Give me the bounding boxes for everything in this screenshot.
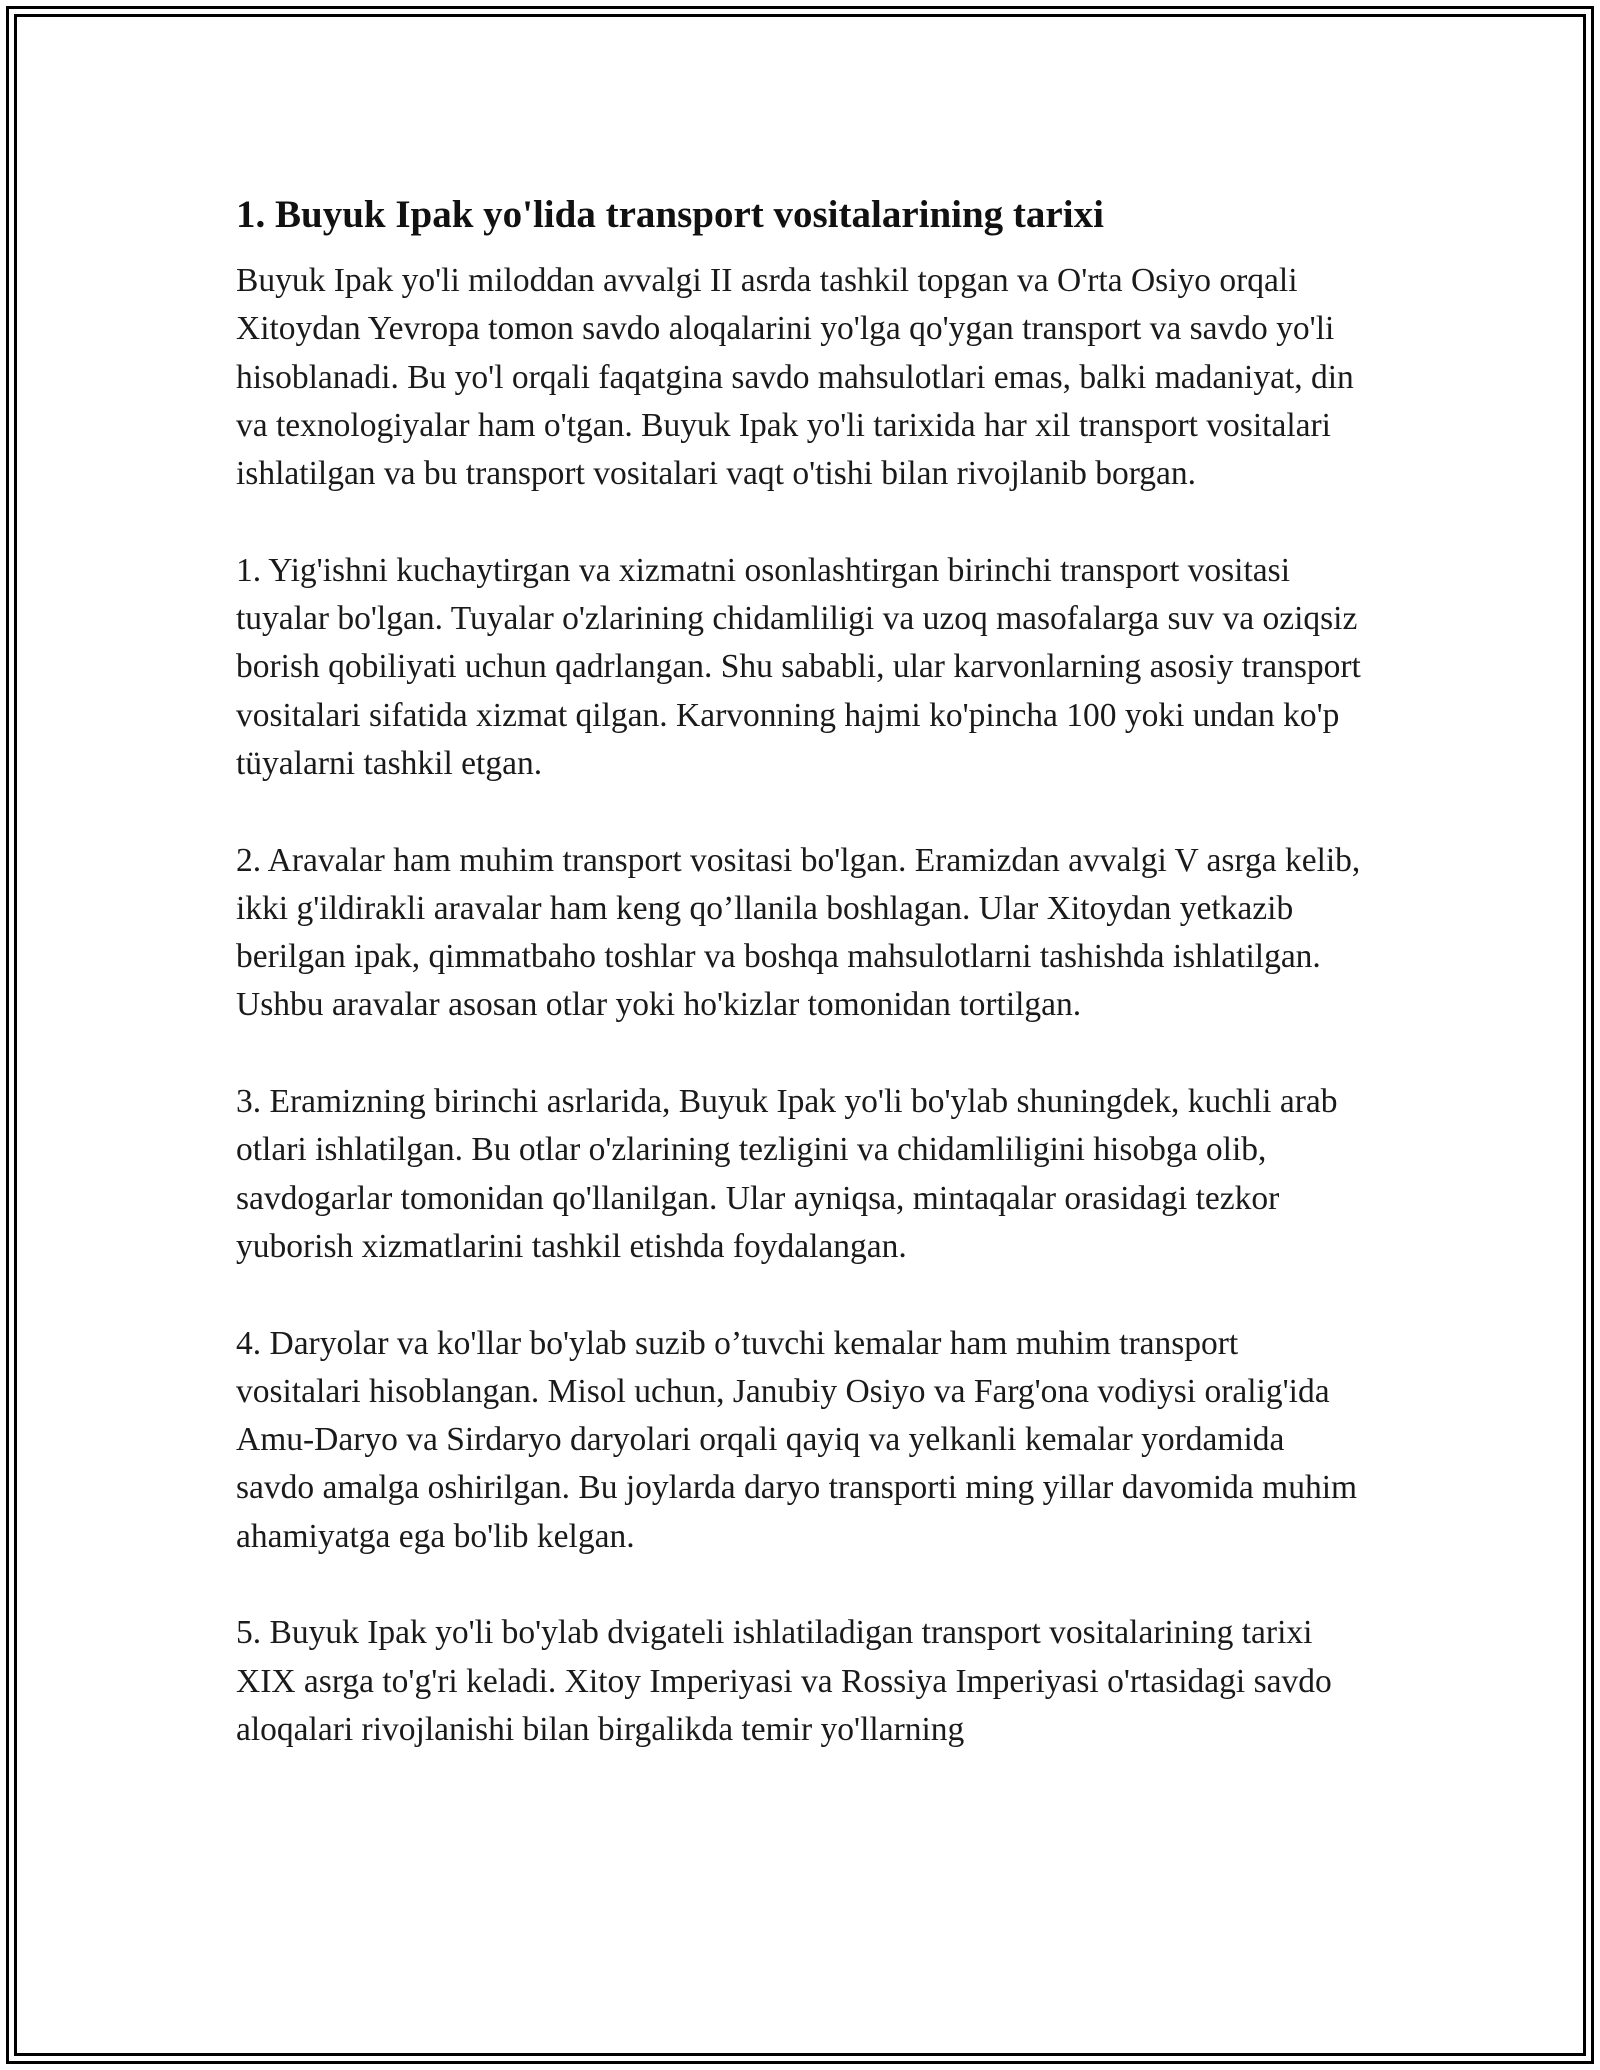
- list-item-5: 5. Buyuk Ipak yo'li bo'ylab dvigateli ishlatiladigan transport vositalarining tarixi XIX asrga to'g'ri keladi. Xitoy Imperiyasi va Rossiya Imperiyasi o'rtasidagi savdo aloqalari rivojlanishi bilan birgalikda temir yo'llarning: [236, 1614, 1332, 1748]
- list-item-2: 2. Aravalar ham muhim transport vositasi bo'lgan. Eramizdan avvalgi V asrga kelib, ikki g'ildirakli aravalar ham keng qo’llanila boshlagan. Ular Xitoydan yetkazib berilgan ipak, qimmatbaho toshlar va boshqa mahsulotlarni tashishda ishlatilgan. Ushbu aravalar asosan otlar yoki ho'kizlar tomonidan tortilgan.: [236, 841, 1361, 1024]
- list-item-1: 1. Yig'ishni kuchaytirgan va xizmatni osonlashtirgan birinchi transport vositasi tuyalar bo'lgan. Tuyalar o'zlarining chidamliligi va uzoq masofalarga suv va oziqsiz borish qobiliyati uchun qadrlangan. Shu sababli, ular karvonlarning asosiy transport vositalari sifatida xizmat qilgan. Karvonning hajmi ko'pincha 100 yoki undan ko'p tüyalarni tashkil etgan.: [236, 551, 1361, 782]
- intro-paragraph: Buyuk Ipak yo'li miloddan avvalgi II asrda tashkil topgan va O'rta Osiyo orqali Xitoydan Yevropa tomon savdo aloqalarini yo'lga qo'ygan transport va savdo yo'li hisoblanadi. Bu yo'l orqali faqatgina savdo mahsulotlari emas, balki madaniyat, din va texnologiyalar ham o'tgan. Buyuk Ipak yo'li tarixida har xil transport vositalari ishlatilgan va bu transport vositalari vaqt o'tishi bilan rivojlanib borgan.: [236, 262, 1354, 493]
- list-item-3: 3. Eramizning birinchi asrlarida, Buyuk Ipak yo'li bo'ylab shuningdek, kuchli arab otlari ishlatilgan. Bu otlar o'zlarining tezligini va chidamliligini hisobga olib, savdogarlar tomonidan qo'llanilgan. Ular ayniqsa, mintaqalar orasidagi tezkor yuborish xizmatlarini tashkil etishda foydalangan.: [236, 1083, 1338, 1265]
- document-body: [236, 185, 1366, 1754]
- document-title: 1. Buyuk Ipak yo'lida transport vositalarining tarixi: [236, 193, 1104, 236]
- list-item-4: 4. Daryolar va ko'llar bo'ylab suzib o’tuvchi kemalar ham muhim transport vositalari hisoblangan. Misol uchun, Janubiy Osiyo va Farg'ona vodiysi oralig'ida Amu-Daryo va Sirdaryo daryolari orqali qayiq va yelkanli kemalar yordamida savdo amalga oshirilgan. Bu joylarda daryo transporti ming yillar davomida muhim ahamiyatga ega bo'lib kelgan.: [236, 1324, 1358, 1555]
